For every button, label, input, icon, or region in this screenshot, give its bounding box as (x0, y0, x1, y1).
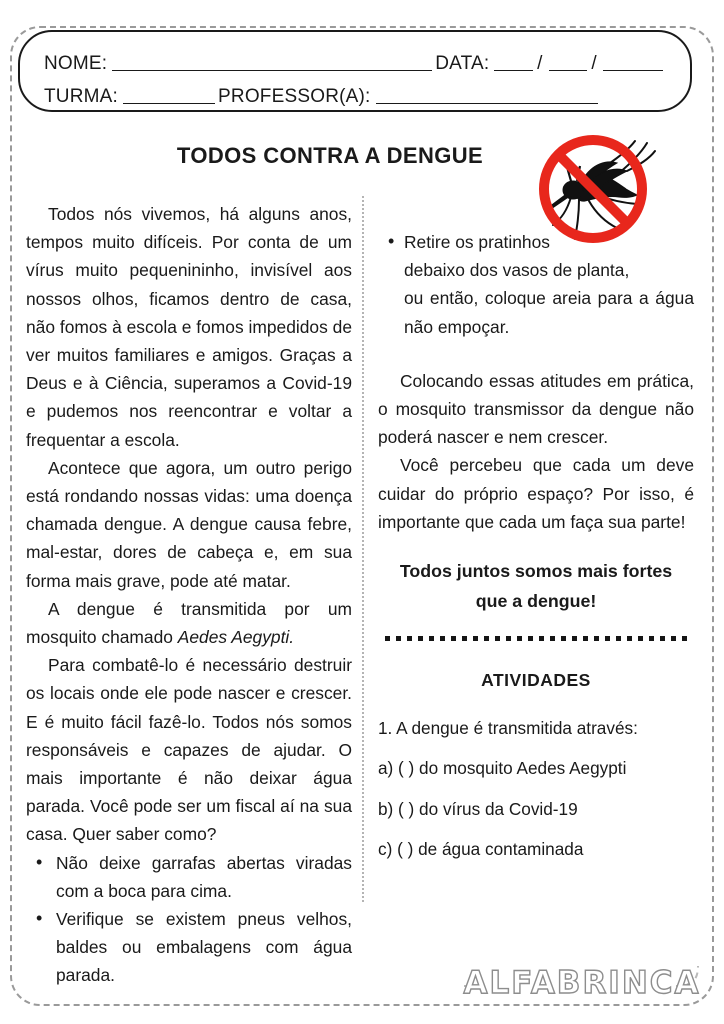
separator-dot (627, 636, 632, 641)
separator-dot (605, 636, 610, 641)
watermark-text: ALFABRINCA (463, 965, 701, 1001)
spacer (378, 646, 694, 666)
right-text-column (378, 228, 694, 863)
spacer (378, 694, 694, 714)
separator-dot (561, 636, 566, 641)
paragraph-transmission (26, 595, 352, 651)
data-day-line[interactable] (494, 69, 533, 71)
list-item: • Não deixe garrafas abertas viradas com a boca para cima. (52, 849, 352, 905)
left-text-column (26, 200, 352, 990)
separator-dot (429, 636, 434, 641)
separator-dot (385, 636, 390, 641)
separator-dot (407, 636, 412, 641)
list-item-line-1: • Retire os pratinhos (404, 232, 550, 252)
list-item-line-rest: ou então, coloque areia para a água não empoçar. (404, 288, 694, 337)
list-item-line-2: debaixo dos vasos de planta, (404, 260, 630, 281)
separator-dot (528, 636, 533, 641)
question-1-option-b[interactable]: b) ( ) do vírus da Covid-19 (378, 798, 578, 819)
professor-label: PROFESSOR(A): (218, 86, 371, 107)
student-identification-box (18, 30, 692, 112)
dotted-separator (378, 636, 694, 646)
prevention-tips-list (26, 849, 352, 990)
slogan-text: Todos juntos somos mais fortes que a dengue! (399, 561, 673, 612)
header-row-name (20, 42, 690, 75)
separator-dot (495, 636, 500, 641)
mosquito-species-name: Aedes Aegypti. (177, 627, 295, 648)
list-item (404, 228, 694, 341)
separator-dot (550, 636, 555, 641)
spacer (378, 536, 694, 556)
separator-dot (616, 636, 621, 641)
data-label: DATA: (435, 53, 490, 74)
separator-dot (462, 636, 467, 641)
watermark-logo (462, 952, 702, 1014)
date-slash-2: / (591, 53, 597, 74)
question-1: 1. A dengue é transmitida através: (378, 718, 638, 739)
prevention-tips-list-continued (378, 228, 694, 341)
question-1-option-a[interactable]: a) ( ) do mosquito Aedes Aegypti (378, 758, 627, 779)
paragraph-dengue-danger: Acontece que agora, um outro perigo está rondando nossas vidas: uma doença chamada dengue. A dengue causa febre, mal-estar, dores de cabeça e, em sua forma mais grave, pode até matar. (26, 457, 352, 591)
separator-dot (539, 636, 544, 641)
turma-label: TURMA: (44, 86, 119, 107)
separator-dot (583, 636, 588, 641)
paragraph-intro: Todos nós vivemos, há alguns anos, tempos muito difíceis. Por conta de um vírus muito pequenininho, invisível aos nossos olhos, ficamos dentro de casa, não fomos à escola e fomos impedidos de ver muitos familiares e amigos. Graças a Deus e à Ciência, superamos a Covid-19 e pudemos nos reencontrar e voltar a frequentar a escola. (26, 204, 352, 450)
separator-dot (451, 636, 456, 641)
spacer (378, 823, 694, 835)
separator-dot (517, 636, 522, 641)
separator-dot (418, 636, 423, 641)
data-year-line[interactable] (603, 69, 663, 71)
separator-dot (682, 636, 687, 641)
separator-dot (440, 636, 445, 641)
spacer (378, 616, 694, 636)
paragraph-conclusion-1: Colocando essas atitudes em prática, o mosquito transmissor da dengue não poderá nascer e nem crescer. (378, 370, 694, 448)
separator-dot (396, 636, 401, 641)
separator-dot (506, 636, 511, 641)
transmission-text: A dengue é transmitida por um mosquito chamado (26, 598, 352, 648)
list-item: • Verifique se existem pneus velhos, baldes ou embalagens com água parada. (52, 905, 352, 990)
date-slash-1: / (537, 53, 543, 74)
activities-heading: ATIVIDADES (481, 670, 591, 691)
separator-dot (572, 636, 577, 641)
separator-dot (649, 636, 654, 641)
professor-input-line[interactable] (376, 102, 598, 104)
column-divider (362, 196, 364, 902)
header-row-class (20, 75, 690, 108)
separator-dot (638, 636, 643, 641)
question-1-option-c[interactable]: c) ( ) de água contaminada (378, 838, 584, 859)
nome-input-line[interactable] (112, 69, 432, 71)
separator-dot (484, 636, 489, 641)
turma-input-line[interactable] (123, 102, 215, 104)
spacer (378, 341, 694, 367)
nome-label: NOME: (44, 53, 108, 74)
paragraph-prevention-intro: Para combatê-lo é necessário destruir os locais onde ele pode nascer e crescer. E é muito fácil fazê-lo. Todos nós somos responsáveis e capazes de ajudar. O mais importante é não deixar água parada. Você pode ser um fiscal aí na sua casa. Quer saber como? (26, 655, 352, 845)
spacer (378, 742, 694, 754)
separator-dot (671, 636, 676, 641)
data-month-line[interactable] (549, 69, 588, 71)
paragraph-conclusion-2: Você percebeu que cada um deve cuidar do próprio espaço? Por isso, é importante que cada um faça sua parte! (378, 455, 694, 532)
separator-dot (473, 636, 478, 641)
page-title: TODOS CONTRA A DENGUE (176, 143, 484, 168)
separator-dot (594, 636, 599, 641)
separator-dot (660, 636, 665, 641)
spacer (378, 783, 694, 795)
